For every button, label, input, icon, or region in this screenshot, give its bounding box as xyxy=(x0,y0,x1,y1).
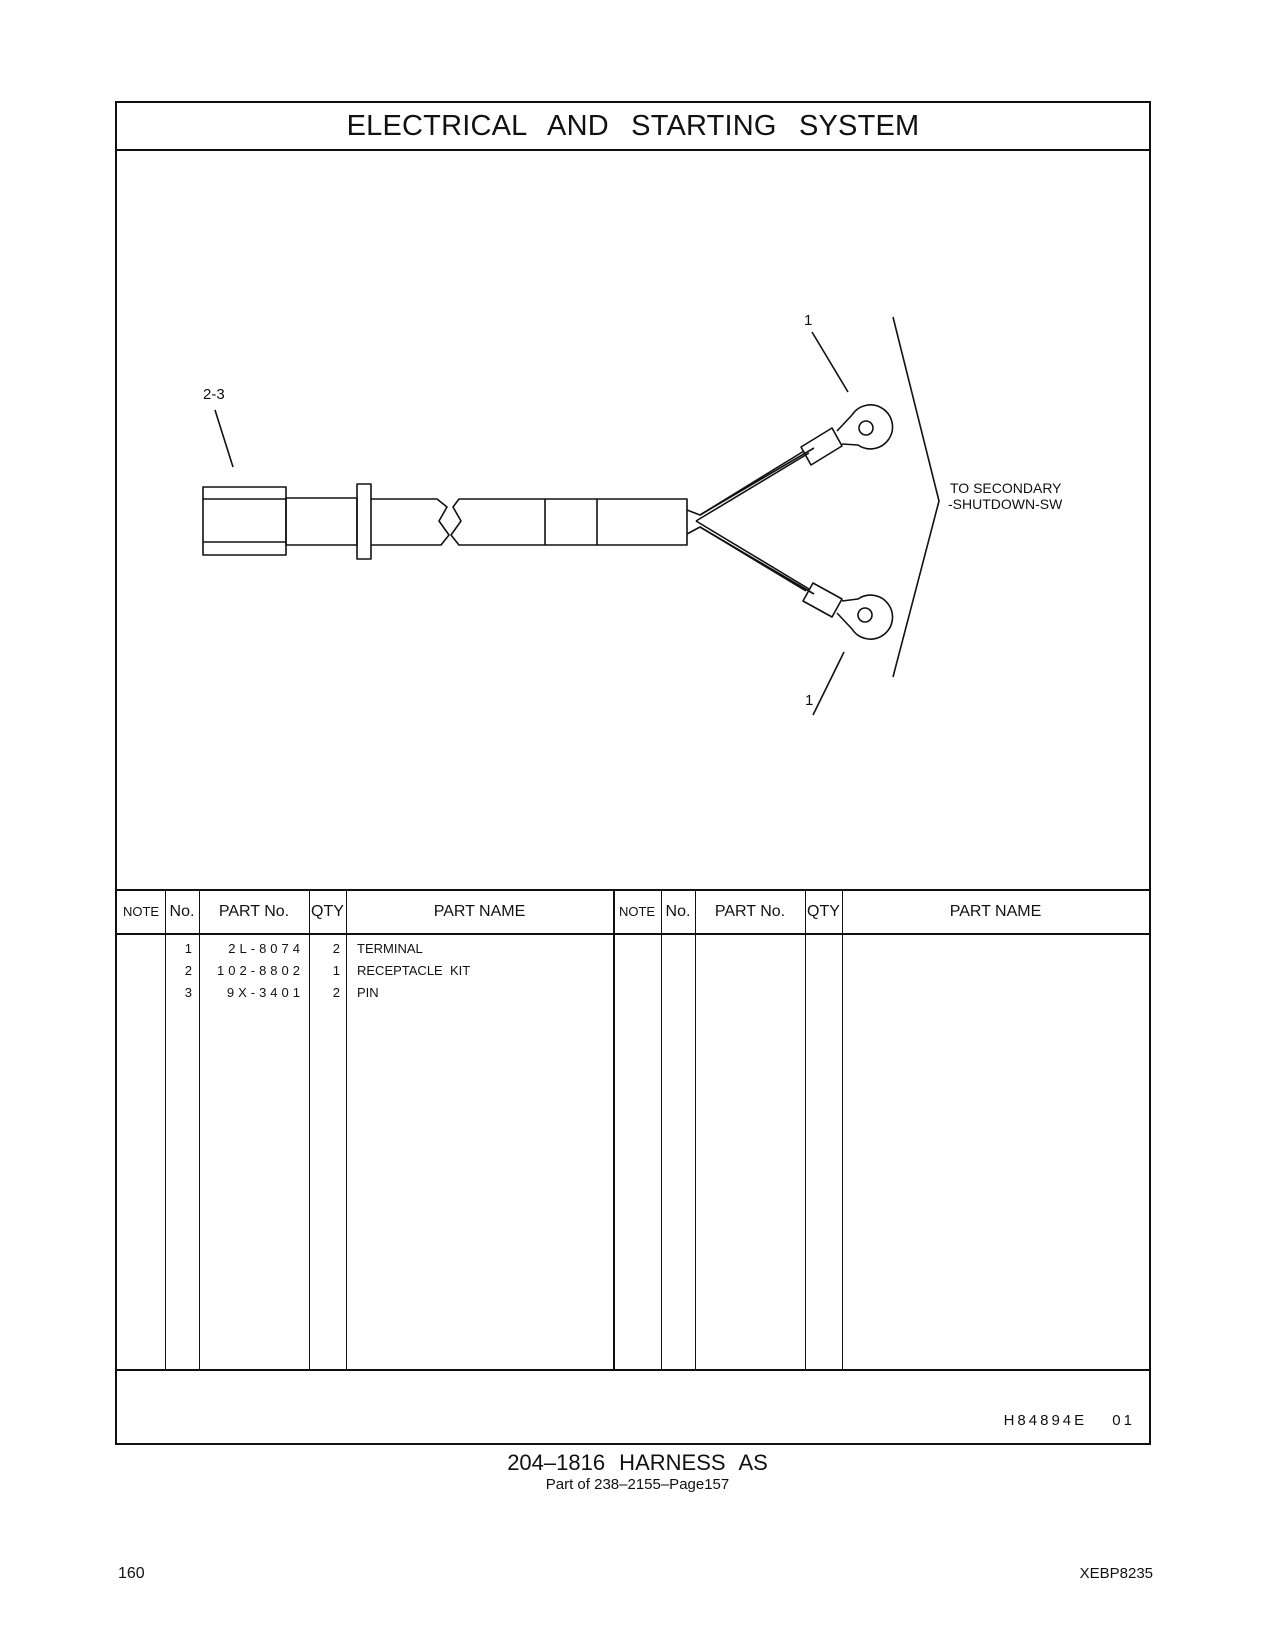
row-2-part-name: RECEPTACLE KIT xyxy=(357,963,471,978)
row-3-part-no: 9X-3401 xyxy=(226,985,304,1000)
connector-body xyxy=(203,487,286,555)
harness-diagram xyxy=(117,149,1149,889)
header-note: NOTE xyxy=(122,904,160,919)
header-part-no: PART No. xyxy=(218,903,290,920)
caption-subtitle: Part of 238–2155–Page157 xyxy=(545,1476,730,1493)
header-part-name: PART NAME xyxy=(433,903,526,920)
parts-table xyxy=(117,889,1149,1371)
row-3-part-name: PIN xyxy=(357,985,379,1000)
section-title: ELECTRICAL AND STARTING SYSTEM xyxy=(117,103,1149,151)
caption-title: 204–1816 HARNESS AS xyxy=(507,1450,768,1475)
row-1-part-no: 2L-8074 xyxy=(228,941,304,956)
illustration-code: H84894E 01 xyxy=(1003,1412,1135,1429)
connector-flange xyxy=(357,484,371,559)
document-code: XEBP8235 xyxy=(1079,1565,1153,1582)
upper-crimp-sleeve xyxy=(801,428,842,465)
row-2-no: 2 xyxy=(184,963,192,978)
row-2-part-no: 102-8802 xyxy=(217,963,304,978)
connector-shell xyxy=(286,498,357,545)
row-1-qty: 2 xyxy=(332,941,340,956)
parts-sheet-frame xyxy=(115,101,1151,1445)
header-note-right: NOTE xyxy=(618,904,656,919)
callout-1-lower: 1 xyxy=(805,692,814,709)
row-1-no: 1 xyxy=(184,941,192,956)
harness-illustration xyxy=(117,149,1149,889)
callout-2-3: 2-3 xyxy=(203,386,225,403)
header-qty-right: QTY xyxy=(807,903,840,920)
row-3-no: 3 xyxy=(184,985,192,1000)
page-number: 160 xyxy=(118,1565,145,1582)
row-1-part-name: TERMINAL xyxy=(357,941,423,956)
lower-ring-terminal xyxy=(858,608,872,622)
header-part-no-right: PART No. xyxy=(714,903,786,920)
callout-1-upper: 1 xyxy=(804,312,813,329)
header-no-right: No. xyxy=(665,903,691,920)
destination-note-line2: -SHUTDOWN-SW xyxy=(948,496,1063,512)
header-no: No. xyxy=(169,903,195,920)
row-3-qty: 2 xyxy=(332,985,340,1000)
destination-note-line1: TO SECONDARY xyxy=(950,480,1062,496)
header-qty: QTY xyxy=(311,903,344,920)
upper-ring-terminal xyxy=(859,421,873,435)
row-2-qty: 1 xyxy=(332,963,340,978)
header-part-name-right: PART NAME xyxy=(949,903,1042,920)
